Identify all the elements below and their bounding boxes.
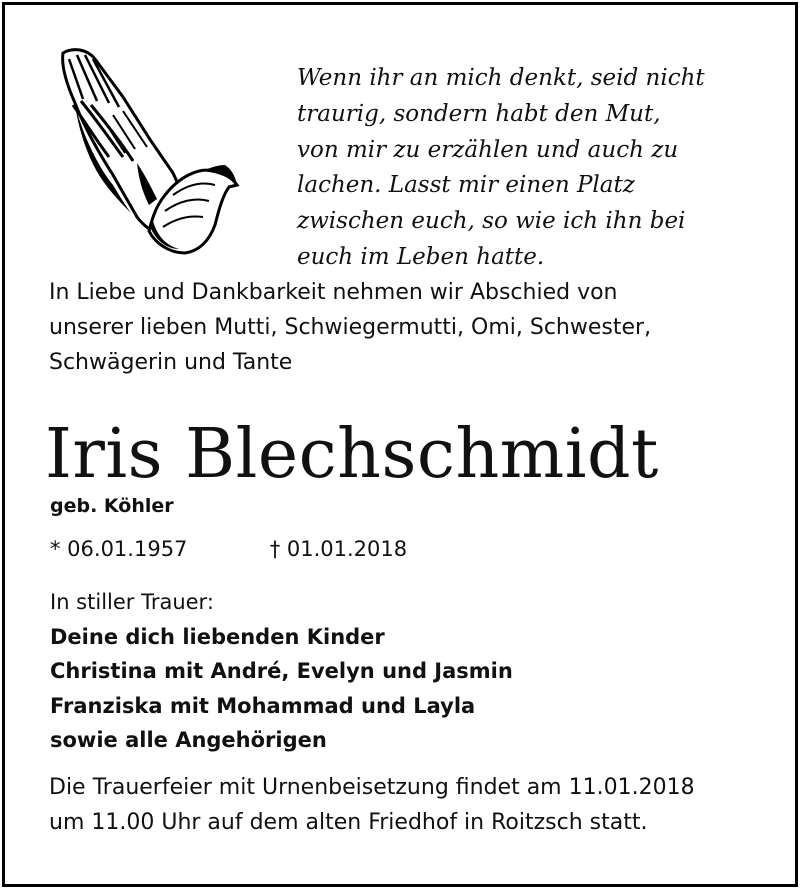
farewell-text — [49, 275, 769, 380]
poem — [297, 61, 777, 276]
poem-line: lachen. Lasst mir einen Platz — [297, 172, 635, 199]
life-dates — [50, 537, 407, 561]
praying-hands-icon — [53, 45, 243, 255]
poem-line: traurig, sondern habt den Mut, — [297, 100, 661, 127]
deceased-name: Iris Blechschmidt — [45, 415, 659, 494]
poem-line: zwischen euch, so wie ich ihn bei — [297, 208, 686, 235]
mourner-line: Franziska mit Mohammad und Layla — [50, 693, 476, 718]
birth-name: geb. Köhler — [50, 495, 174, 517]
death-date: † 01.01.2018 — [269, 537, 408, 561]
poem-line: von mir zu erzählen und auch zu — [297, 136, 679, 163]
mourners — [50, 585, 513, 758]
ceremony-line: um 11.00 Uhr auf dem alten Friedhof in Roitzsch statt. — [49, 810, 648, 835]
poem-line: Wenn ihr an mich denkt, seid nicht — [297, 65, 705, 91]
ceremony-info — [49, 770, 695, 840]
intro-line: unserer lieben Mutti, Schwiegermutti, Omi, Schwester, — [49, 315, 652, 340]
intro-line: Schwägerin und Tante — [49, 350, 293, 375]
intro-line: In Liebe und Dankbarkeit nehmen wir Abschied von — [49, 280, 618, 305]
mourners-heading: In stiller Trauer: — [50, 590, 214, 614]
mourner-line: Deine dich liebenden Kinder — [50, 624, 385, 649]
birth-date: * 06.01.1957 — [50, 537, 188, 561]
mourner-line: Christina mit André, Evelyn und Jasmin — [50, 659, 513, 683]
ceremony-line: Die Trauerfeier mit Urnenbeisetzung findet am 11.01.2018 — [49, 775, 695, 800]
obituary-notice — [2, 2, 798, 887]
poem-line: euch im Leben hatte. — [297, 243, 545, 270]
mourner-line: sowie alle Angehörigen — [50, 728, 327, 752]
